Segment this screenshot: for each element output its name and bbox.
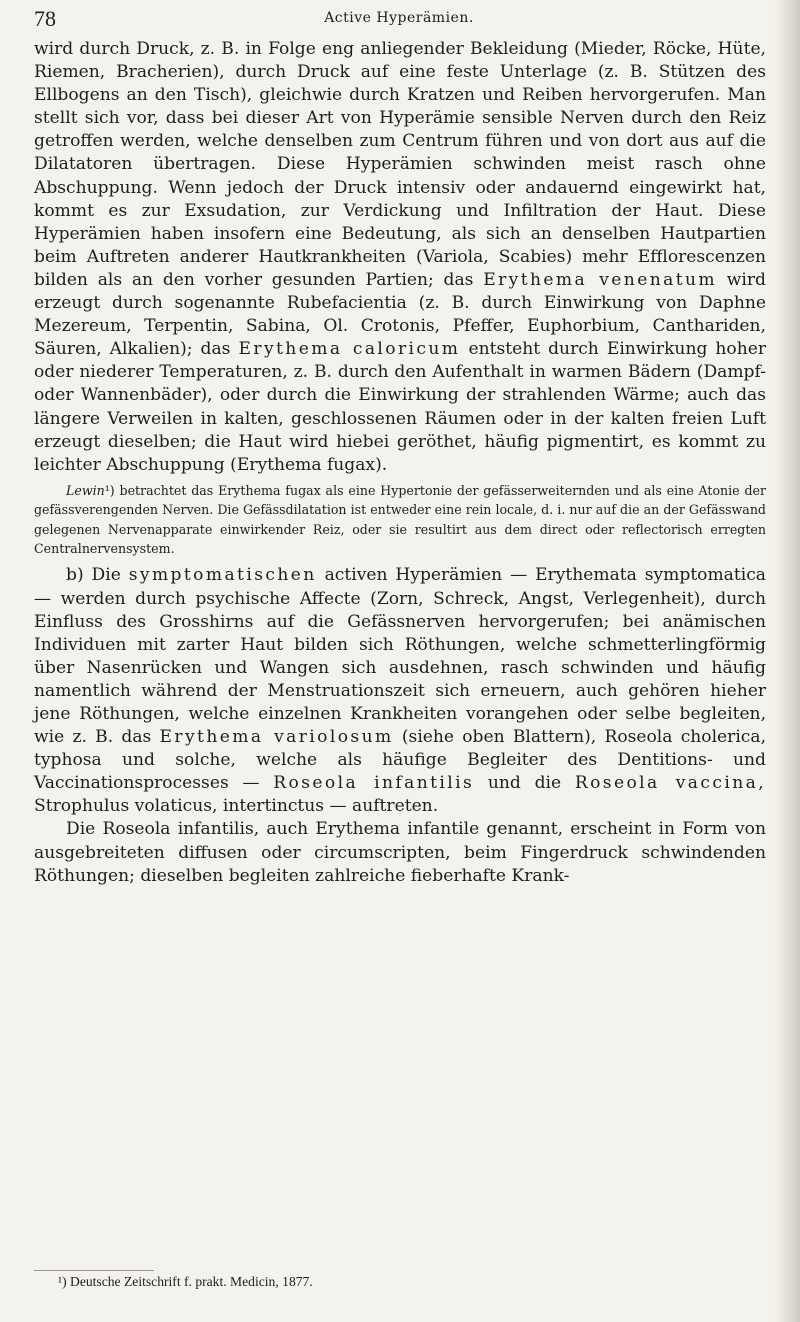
term-erythema-caloricum: Erythema caloricum — [238, 339, 461, 360]
text-run: Strophulus volaticus, intertinctus — auftreten. — [34, 796, 439, 817]
term-erythema-variolosum: Erythema variolosum — [159, 727, 394, 748]
term-erythema-venenatum: Erythema venenatum — [483, 269, 718, 290]
term-roseola-infantilis: Roseola infantilis — [273, 773, 475, 794]
paragraph-roseola-infantilis — [34, 818, 766, 887]
text-run: wird durch Druck, z. B. in Folge eng anliegender Bekleidung (Mieder, Röcke, Hüte, Riemen, Bracherien), durch Druck auf eine feste Unterlage (z. B. Stützen des Ellbogens an den Tisch), gleichwie durch Kratzen und Reiben hervorgerufen. Man stellt sich vor, dass bei dieser Art von Hyperämie sensible Nerven durch den Reiz getroffen werden, welche denselben zum Centrum führen und von dort aus auf die Dilatatoren übertragen. Diese Hyperämien schwinden meist rasch ohne Abschuppung. Wenn jedoch der Druck intensiv oder andauernd eingewirkt hat, kommt es zur Exsudation, zur Verdickung und Infiltration der Haut. Diese Hyperämien haben insofern eine Bedeutung, als sich an denselben Hautpartien beim Auftreten anderer Hautkrankheiten (Variola, Scabies) mehr Efflorescenzen bilden als an den vorher gesunden Partien; das — [34, 39, 766, 290]
page-header — [34, 6, 764, 36]
text-run: betrachtet das Erythema fugax als eine Hypertonie der gefässerweiternden und als eine Atonie der gefässverengenden Nerven. Die Gefässdilatation ist entweder eine rein locale, d. i. nur auf die an der Gefässwand gelegenen Nervenapparate einwirkender Reiz, oder sie resultirt aus dem direct oder reflectorisch erregten Centralnervensystem. — [34, 482, 766, 556]
footnote-ref: ¹) — [104, 482, 115, 498]
footnote: ¹) Deutsche Zeitschrift f. prakt. Medicin, 1877. — [58, 1274, 313, 1289]
text-run: b) Die — [66, 565, 121, 586]
paragraph-lewin-note — [34, 481, 766, 559]
page-number: 78 — [34, 6, 56, 31]
paragraph-symptomatic-hyperaemia — [34, 564, 766, 818]
term-roseola-vaccina: Roseola vaccina, — [574, 773, 767, 794]
footnote-divider — [34, 1270, 154, 1271]
text-run: und die — [487, 773, 562, 794]
author-lewin: Lewin — [66, 482, 105, 498]
text-run: (siehe oben Blattern), Roseola cholerica, typhosa und solche, welche als häufige Begleiter des Dentitions- und Vaccinationsprocesses — — [34, 727, 767, 794]
text-run: entsteht durch Einwirkung hoher oder niederer Temperaturen, z. B. durch den Aufenthalt in warmen Bädern (Dampf- oder Wannenbäder), oder durch die Einwirkung der strahlenden Wärme; auch das längere Verweilen in kalten, geschlossenen Räumen oder in der kalten freien Luft erzeugt dieselben; die Haut wird hiebei geröthet, häufig pigmentirt, es kommt zu leichter Abschuppung (Erythema fugax). — [34, 339, 767, 475]
page-body — [34, 38, 766, 888]
paragraph-pressure-hyperaemia — [34, 38, 766, 477]
running-head: Active Hyperämien. — [324, 10, 474, 26]
text-run: activen Hyperämien — Erythemata symptomatica — werden durch psychische Affecte (Zorn, Schreck, Angst, Verlegenheit), durch Einfluss des Grosshirns auf die Gefässnerven hervorgerufen; bei anämischen Individuen mit zarter Haut bilden sich Röthungen, welche schmetterlingförmig über Nasenrücken und Wangen sich ausdehnen, rasch schwinden und häufig namentlich während der Menstruationszeit sich erneuern, auch gehören hieher jene Röthungen, welche einzelnen Krankheiten vorangehen oder selbe begleiten, wie z. B. das — [34, 565, 766, 748]
text-run: wird erzeugt durch sogenannte Rubefacientia (z. B. durch Einwirkung von Daphne Mezereum, Terpentin, Sabina, Ol. Crotonis, Pfeffer, Euphorbium, Canthariden, Säuren, Alkalien); das — [34, 269, 766, 360]
text-run: Die Roseola infantilis, auch Erythema infantile genannt, erscheint in Form von ausgebreiteten diffusen oder circumscripten, beim Fingerdruck schwindenden Röthungen; dieselben begleiten zahlreiche fieberhafte Krank- — [34, 819, 766, 886]
page-edge-shadow — [774, 0, 800, 1322]
term-symptomatischen: symptomatischen — [128, 565, 317, 586]
